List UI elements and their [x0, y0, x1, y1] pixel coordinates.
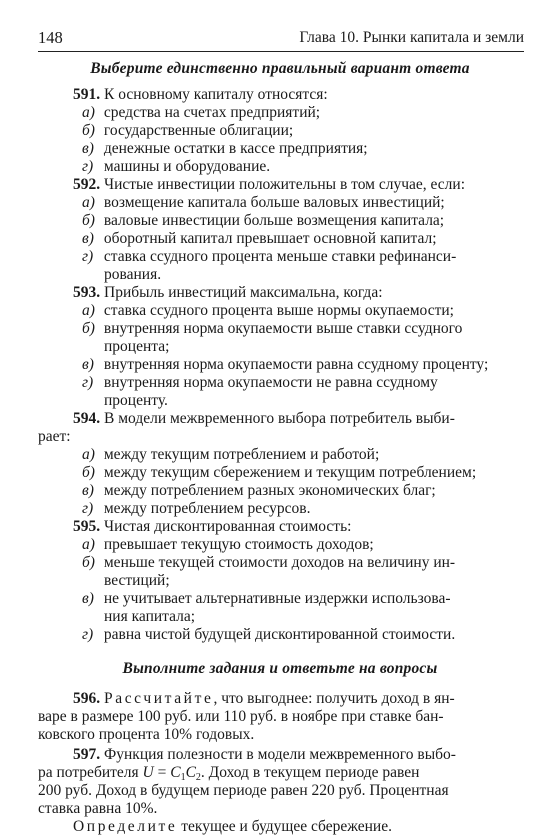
question-594 — [73, 410, 455, 428]
question-591 — [73, 86, 328, 104]
option-595-a — [82, 536, 374, 554]
question-text: Чистые инвестиции положительны в том случае, если: — [100, 176, 466, 193]
option-letter: б) — [82, 320, 95, 337]
option-letter: в) — [82, 590, 94, 607]
formula-sub2: 2 — [195, 772, 201, 783]
option-letter: в) — [82, 356, 94, 373]
question-number: 591. — [73, 86, 101, 103]
option-592-v — [82, 230, 437, 248]
question-number: 593. — [73, 284, 101, 301]
option-text: ставка ссудного процента выше нормы окупаемости; — [103, 302, 454, 319]
task-596-line: ковского процента 10% годовых. — [38, 726, 255, 743]
task-text: , что выгоднее: получить доход в ян- — [213, 690, 455, 707]
question-text: Чистая дисконтированная стоимость: — [100, 518, 352, 535]
option-592-g — [82, 248, 456, 266]
question-number: 594. — [73, 410, 101, 427]
option-letter: а) — [82, 536, 95, 553]
option-595-v — [82, 590, 451, 608]
option-text: валовые инвестиции больше возмещения капитала; — [103, 212, 445, 229]
option-594-a — [82, 446, 379, 464]
option-text: ставка ссудного процента меньше ставки рефинанси- — [103, 248, 457, 265]
task-verb: Определите — [73, 818, 178, 835]
option-continuation: вестиций; — [104, 572, 170, 589]
header-rule — [38, 51, 524, 52]
option-text: между потреблением разных экономических благ; — [103, 482, 436, 499]
option-letter: г) — [82, 626, 94, 643]
option-593-a — [82, 302, 454, 320]
task-597-instruction — [73, 818, 392, 836]
option-593-g — [82, 374, 438, 392]
option-continuation: рования. — [104, 266, 162, 283]
option-letter: в) — [82, 230, 94, 247]
task-596-line: варе в размере 100 руб. или 110 руб. в ноябре при ставке бан- — [38, 708, 444, 725]
option-text: денежные остатки в кассе предприятия; — [103, 140, 368, 157]
task-text: ра потребителя — [38, 764, 143, 781]
option-text: внутренняя норма окупаемости выше ставки ссудного — [103, 320, 463, 337]
option-letter: б) — [82, 554, 95, 571]
option-letter: а) — [82, 446, 95, 463]
option-text: внутренняя норма окупаемости равна ссудному проценту; — [103, 356, 489, 373]
option-letter: г) — [82, 374, 94, 391]
section-title-choose: Выберите единственно правильный вариант ответа — [90, 60, 470, 77]
task-verb: Рассчитайте — [104, 690, 214, 707]
page-header — [38, 28, 524, 48]
formula-sub1: 1 — [180, 772, 186, 783]
option-591-b — [82, 122, 293, 140]
option-letter: б) — [82, 212, 95, 229]
question-text: К основному капиталу относятся: — [100, 86, 328, 103]
section-title-tasks: Выполните задания и ответьте на вопросы — [122, 660, 438, 677]
formula-eq: = — [153, 764, 171, 781]
option-text: равна чистой будущей дисконтированной стоимости. — [103, 626, 456, 643]
question-continuation: рает: — [38, 428, 71, 445]
option-594-g — [82, 500, 311, 518]
option-letter: г) — [82, 248, 94, 265]
option-letter: в) — [82, 140, 94, 157]
option-letter: г) — [82, 500, 94, 517]
question-text: Прибыль инвестиций максимальна, когда: — [100, 284, 383, 301]
option-letter: а) — [82, 194, 95, 211]
task-number: 597. — [73, 746, 101, 763]
question-593 — [73, 284, 383, 302]
task-number: 596. — [73, 690, 101, 707]
option-text: превышает текущую стоимость доходов; — [103, 536, 374, 553]
option-continuation: проценту. — [104, 392, 168, 409]
option-letter: б) — [82, 122, 95, 139]
formula-c1: C — [170, 764, 181, 781]
option-text: возмещение капитала больше валовых инвестиций; — [103, 194, 445, 211]
option-continuation: ния капитала; — [104, 608, 196, 625]
task-597-line: 200 руб. Доход в будущем периоде равен 220 руб. Процентная — [38, 782, 449, 799]
question-595 — [73, 518, 351, 536]
option-text: между текущим сбережением и текущим потреблением; — [103, 464, 477, 481]
question-number: 592. — [73, 176, 101, 193]
option-text: между потреблением ресурсов. — [103, 500, 311, 517]
formula-c2: C — [185, 764, 196, 781]
option-text: не учитывает альтернативные издержки использова- — [103, 590, 451, 607]
option-594-b — [82, 464, 476, 482]
option-591-v — [82, 140, 368, 158]
option-text: государственные облигации; — [103, 122, 294, 139]
option-continuation: процента; — [104, 338, 170, 355]
task-text: . Доход в текущем периоде равен — [200, 764, 420, 781]
option-text: оборотный капитал превышает основной капитал; — [103, 230, 437, 247]
option-letter: г) — [82, 158, 94, 175]
option-letter: б) — [82, 464, 95, 481]
question-number: 595. — [73, 518, 101, 535]
option-text: средства на счетах предприятий; — [103, 104, 321, 121]
task-597 — [73, 746, 456, 764]
option-593-b — [82, 320, 462, 338]
page-number: 148 — [38, 28, 63, 47]
question-592 — [73, 176, 465, 194]
option-591-g — [82, 158, 270, 176]
option-text: машины и оборудование. — [103, 158, 271, 175]
option-text: внутренняя норма окупаемости не равна ссудному — [103, 374, 438, 391]
option-text: меньше текущей стоимости доходов на величину ин- — [103, 554, 456, 571]
option-595-b — [82, 554, 455, 572]
task-text: текущее и будущее сбережение. — [177, 818, 392, 835]
option-591-a — [82, 104, 320, 122]
option-text: между текущим потреблением и работой; — [103, 446, 380, 463]
question-text: В модели межвременного выбора потребитель выби- — [100, 410, 455, 427]
option-594-v — [82, 482, 436, 500]
formula-u: U — [142, 764, 154, 781]
option-593-v — [82, 356, 488, 374]
task-596 — [73, 690, 455, 708]
option-592-b — [82, 212, 444, 230]
option-letter: в) — [82, 482, 94, 499]
running-head: Глава 10. Рынки капитала и земли — [299, 29, 524, 46]
option-letter: а) — [82, 104, 95, 121]
option-letter: а) — [82, 302, 95, 319]
task-597-line: ставка равна 10%. — [38, 800, 158, 817]
option-592-a — [82, 194, 445, 212]
option-595-g — [82, 626, 455, 644]
task-text: Функция полезности в модели межвременного выбо- — [100, 746, 456, 763]
